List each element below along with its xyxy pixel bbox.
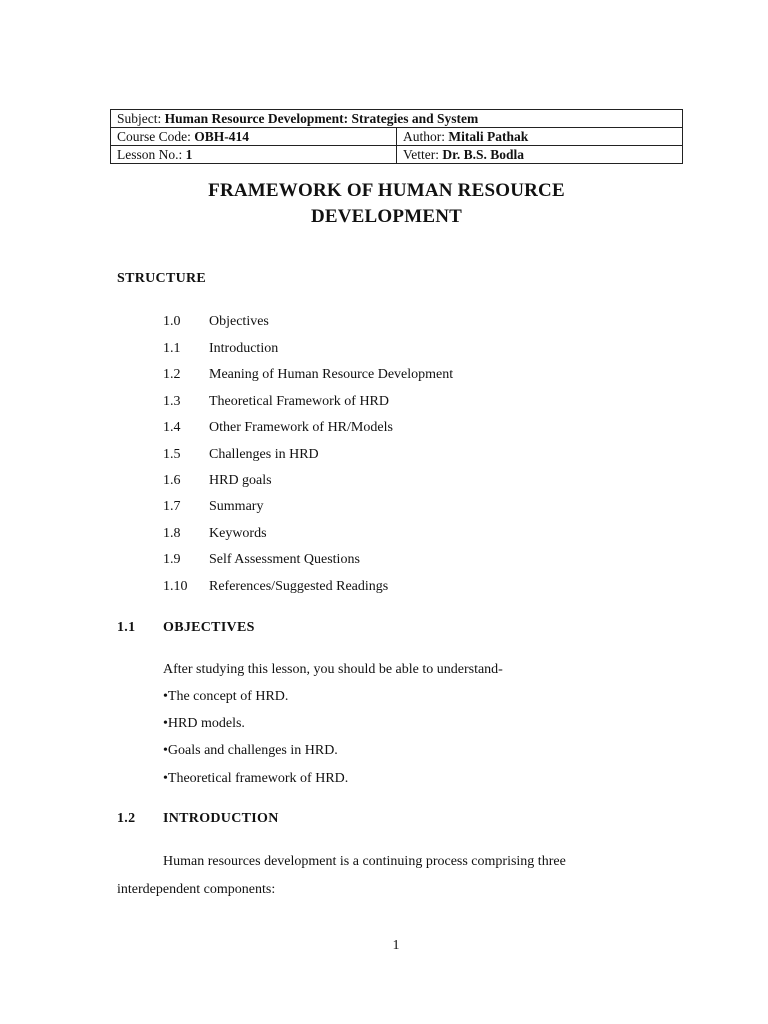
- structure-item: [163, 550, 360, 570]
- structure-item: [163, 392, 389, 412]
- structure-item-number: 1.3: [163, 394, 181, 409]
- lesson-vetter-row: [111, 146, 683, 164]
- objectives-section-title: OBJECTIVES: [163, 620, 255, 635]
- structure-item-label: References/Suggested Readings: [209, 579, 389, 594]
- structure-item-label: HRD goals: [209, 473, 272, 488]
- lesson-no-label: Lesson No.:: [117, 147, 183, 162]
- vetter-cell: [397, 146, 683, 164]
- lesson-info-table: [110, 109, 683, 164]
- subject-value: Human Resource Development: Strategies and System: [164, 111, 479, 126]
- vetter-value: Dr. B.S. Bodla: [442, 147, 525, 162]
- structure-item-number: 1.1: [163, 341, 181, 356]
- subject-row: [111, 110, 683, 128]
- subject-label: Subject:: [117, 111, 162, 126]
- structure-item: [163, 339, 278, 359]
- structure-item-label: Introduction: [209, 341, 279, 356]
- structure-item: [163, 577, 388, 597]
- structure-item-number: 1.9: [163, 552, 181, 567]
- structure-item: [163, 524, 267, 544]
- subject-cell: [111, 110, 683, 128]
- structure-item-label: Objectives: [209, 314, 269, 329]
- structure-item-label: Meaning of Human Resource Development: [209, 367, 454, 382]
- structure-item-number: 1.5: [163, 447, 181, 462]
- introduction-paragraph-line-2: interdependent components:: [117, 882, 276, 897]
- course-author-row: [111, 128, 683, 146]
- structure-heading: STRUCTURE: [117, 271, 207, 286]
- structure-item-label: Summary: [209, 499, 264, 514]
- structure-item-label: Challenges in HRD: [209, 447, 319, 462]
- structure-item-label: Other Framework of HR/Models: [209, 420, 393, 435]
- structure-item-number: 1.0: [163, 314, 181, 329]
- course-code-value: OBH-414: [194, 129, 250, 144]
- lesson-no-value: 1: [185, 147, 193, 162]
- author-cell: [397, 128, 683, 146]
- objectives-heading: [117, 620, 255, 636]
- vetter-label: Vetter:: [403, 147, 439, 162]
- page-number: 1: [392, 938, 400, 953]
- author-value: Mitali Pathak: [448, 129, 529, 144]
- structure-item-label: Self Assessment Questions: [209, 552, 360, 567]
- structure-item-label: Keywords: [209, 526, 267, 541]
- author-label: Author:: [403, 129, 445, 144]
- structure-item-label: Theoretical Framework of HRD: [209, 394, 389, 409]
- course-code-label: Course Code:: [117, 129, 191, 144]
- structure-item: [163, 445, 319, 465]
- title-line-2: DEVELOPMENT: [310, 206, 463, 227]
- structure-item: [163, 312, 269, 332]
- structure-item: [163, 365, 453, 385]
- introduction-paragraph-line-1: Human resources development is a continuing process comprising three: [163, 854, 566, 869]
- document-title: [110, 178, 663, 230]
- introduction-heading: [117, 811, 279, 827]
- objective-bullet: •Goals and challenges in HRD.: [163, 743, 338, 758]
- lesson-no-cell: [111, 146, 397, 164]
- introduction-section-title: INTRODUCTION: [163, 811, 279, 826]
- objective-bullet: •Theoretical framework of HRD.: [163, 771, 349, 786]
- objectives-intro: After studying this lesson, you should be able to understand-: [163, 662, 503, 677]
- title-line-1: FRAMEWORK OF HUMAN RESOURCE: [208, 180, 565, 201]
- objective-bullet: •HRD models.: [163, 716, 245, 731]
- structure-item-number: 1.4: [163, 420, 181, 435]
- objectives-section-number: 1.1: [117, 620, 136, 635]
- introduction-section-number: 1.2: [117, 811, 136, 826]
- course-code-cell: [111, 128, 397, 146]
- structure-item: [163, 471, 272, 491]
- structure-item-number: 1.7: [163, 499, 181, 514]
- structure-item: [163, 418, 393, 438]
- structure-item-number: 1.10: [163, 579, 188, 594]
- structure-item-number: 1.8: [163, 526, 181, 541]
- structure-item-number: 1.2: [163, 367, 181, 382]
- objective-bullet: •The concept of HRD.: [163, 689, 289, 704]
- structure-item-number: 1.6: [163, 473, 181, 488]
- structure-item: [163, 497, 263, 517]
